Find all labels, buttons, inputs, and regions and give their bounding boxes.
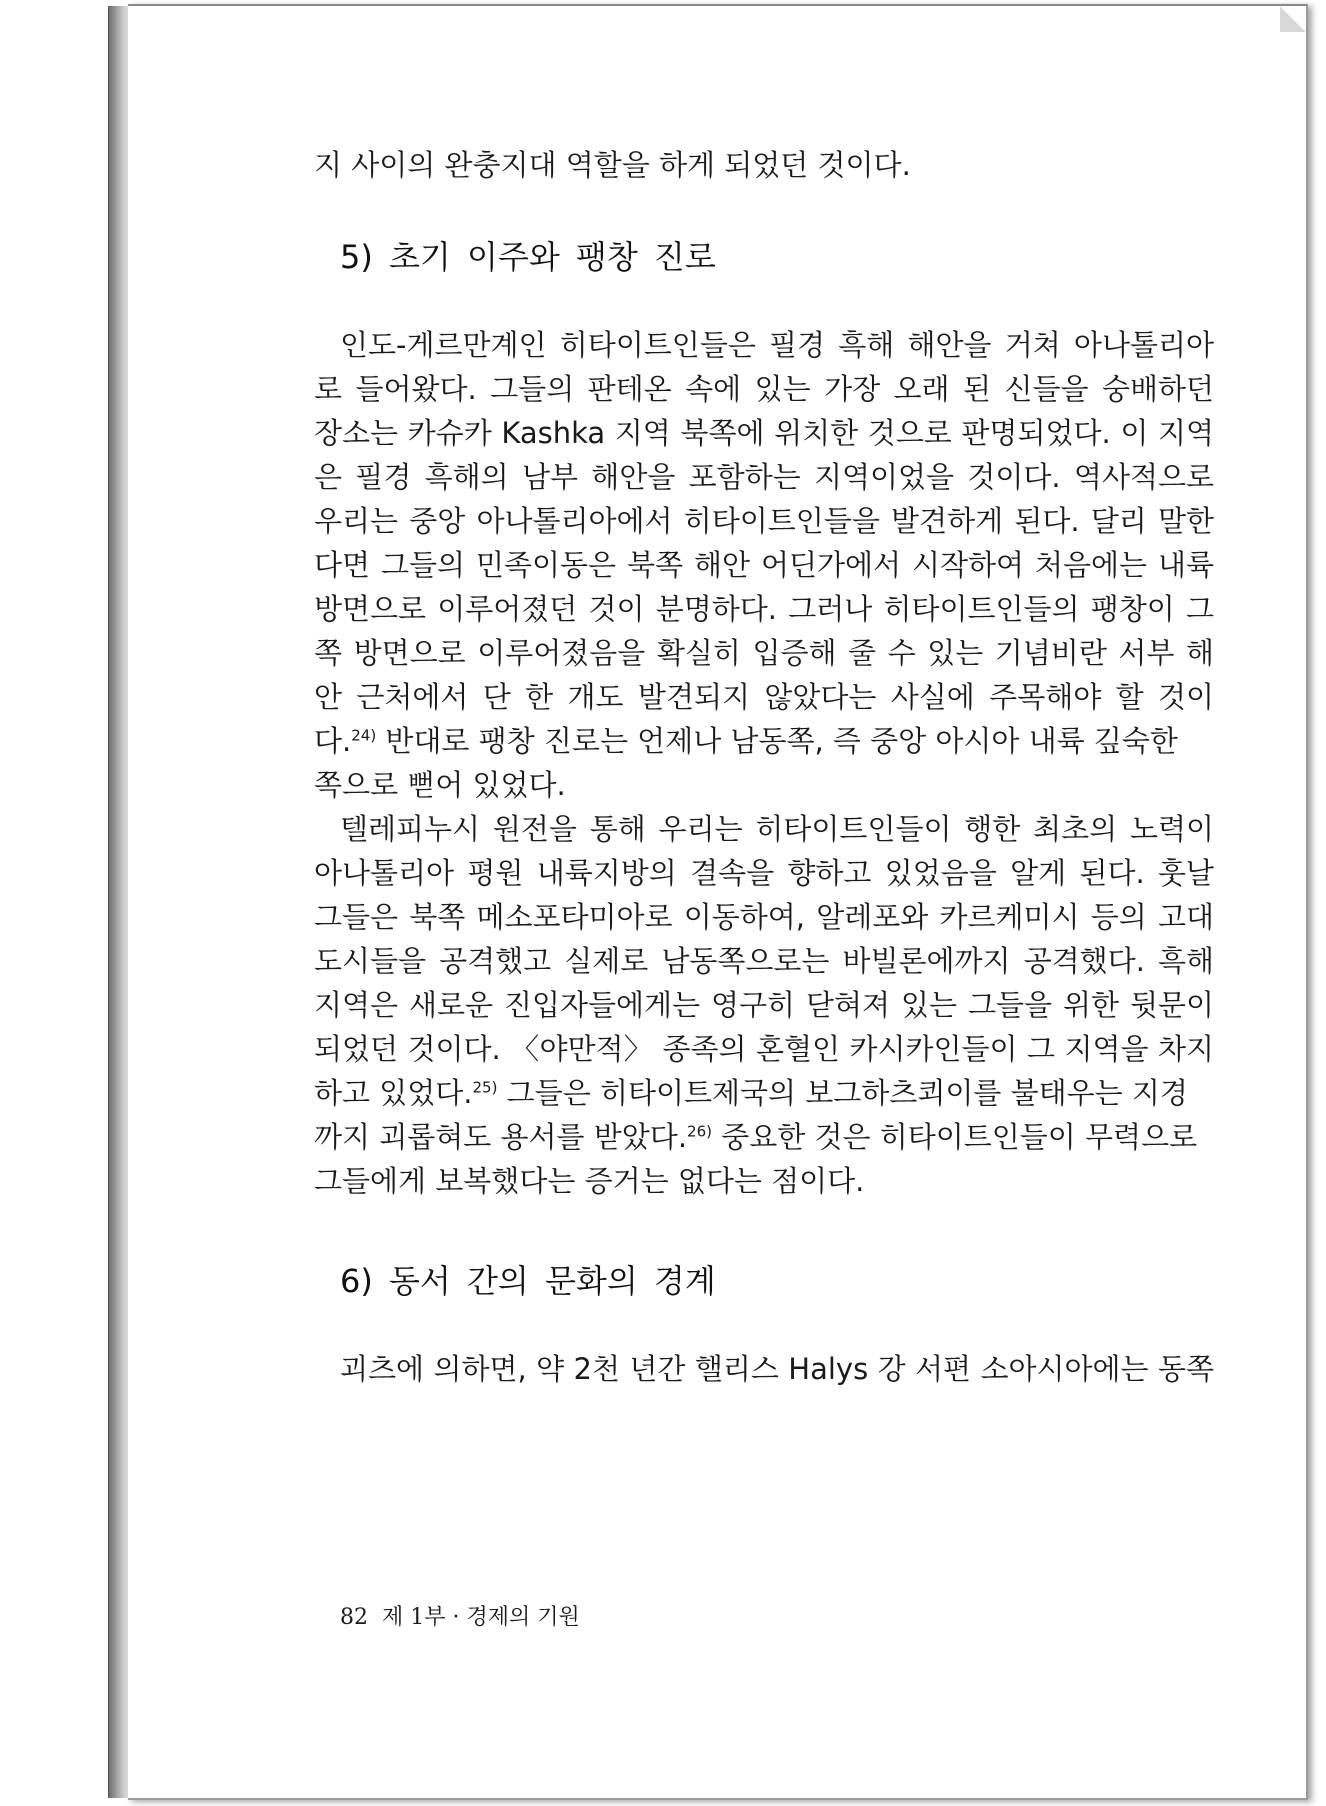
section-heading-6: 6) 동서 간의 문화의 경계 — [340, 1262, 716, 1300]
text-line — [314, 1112, 1214, 1162]
text-fragment: 까지 괴롭혀도 용서를 받았다. — [314, 1120, 688, 1154]
text-line: 은 필경 흑해의 남부 해안을 포함하는 지역이었을 것이다. 역사적으로 — [314, 460, 1214, 494]
text-line: 아나톨리아 평원 내륙지방의 결속을 향하고 있었음을 알게 된다. 훗날 — [314, 856, 1214, 890]
text-line: 쪽 방면으로 이루어졌음을 확실히 입증해 줄 수 있는 기념비란 서부 해 — [314, 636, 1214, 670]
text-line: 지 사이의 완충지대 역할을 하게 되었던 것이다. — [314, 148, 911, 182]
footnote-ref-25[interactable]: 25) — [472, 1078, 498, 1097]
text-line — [314, 716, 1214, 766]
page-footer — [340, 1598, 580, 1638]
text-fragment: 그들은 히타이트제국의 보그하츠쾨이를 불태우는 지경 — [497, 1076, 1188, 1110]
text-line: 텔레피누시 원전을 통해 우리는 히타이트인들이 행한 최초의 노력이 — [340, 812, 1214, 846]
text-line: 괴츠에 의하면, 약 2천 년간 핼리스 Halys 강 서편 소아시아에는 동쪽 — [340, 1352, 1214, 1386]
section-heading-5: 5) 초기 이주와 팽창 진로 — [340, 238, 716, 276]
text-line: 되었던 것이다. 〈야만적〉 종족의 혼혈인 카시카인들이 그 지역을 차지 — [314, 1032, 1214, 1066]
page-corner — [1280, 6, 1306, 32]
page-number: 82 — [340, 1605, 368, 1630]
text-fragment: 다. — [314, 724, 352, 758]
running-title: 제 1부 · 경제의 기원 — [382, 1605, 580, 1630]
text-line: 우리는 중앙 아나톨리아에서 히타이트인들을 발견하게 된다. 달리 말한 — [314, 504, 1214, 538]
text-line: 도시들을 공격했고 실제로 남동쪽으로는 바빌론에까지 공격했다. 흑해 — [314, 944, 1214, 978]
text-line: 방면으로 이루어졌던 것이 분명하다. 그러나 히타이트인들의 팽창이 그 — [314, 592, 1214, 626]
text-line: 다면 그들의 민족이동은 북쪽 해안 어딘가에서 시작하여 처음에는 내륙 — [314, 548, 1214, 582]
text-fragment: 반대로 팽창 진로는 언제나 남동쪽, 즉 중앙 아시아 내륙 깊숙한 — [376, 724, 1178, 758]
text-line: 쪽으로 뻗어 있었다. — [314, 768, 566, 802]
text-line: 지역은 새로운 진입자들에게는 영구히 닫혀져 있는 그들을 위한 뒷문이 — [314, 988, 1214, 1022]
text-line: 그들에게 보복했다는 증거는 없다는 점이다. — [314, 1164, 865, 1198]
text-line: 로 들어왔다. 그들의 판테온 속에 있는 가장 오래 된 신들을 숭배하던 — [314, 372, 1214, 406]
text-line: 장소는 카슈카 Kashka 지역 북쪽에 위치한 것으로 판명되었다. 이 지역 — [314, 416, 1214, 450]
text-fragment: 중요한 것은 히타이트인들이 무력으로 — [712, 1120, 1198, 1154]
text-fragment: 하고 있었다. — [314, 1076, 473, 1110]
text-line: 그들은 북쪽 메소포타미아로 이동하여, 알레포와 카르케미시 등의 고대 — [314, 900, 1214, 934]
footnote-ref-24[interactable]: 24) — [351, 726, 377, 745]
text-line — [314, 1068, 1214, 1118]
text-line: 인도-게르만계인 히타이트인들은 필경 흑해 해안을 거쳐 아나톨리아 — [340, 328, 1214, 362]
footnote-ref-26[interactable]: 26) — [687, 1122, 712, 1141]
text-line: 안 근처에서 단 한 개도 발견되지 않았다는 사실에 주목해야 할 것이 — [314, 680, 1214, 714]
